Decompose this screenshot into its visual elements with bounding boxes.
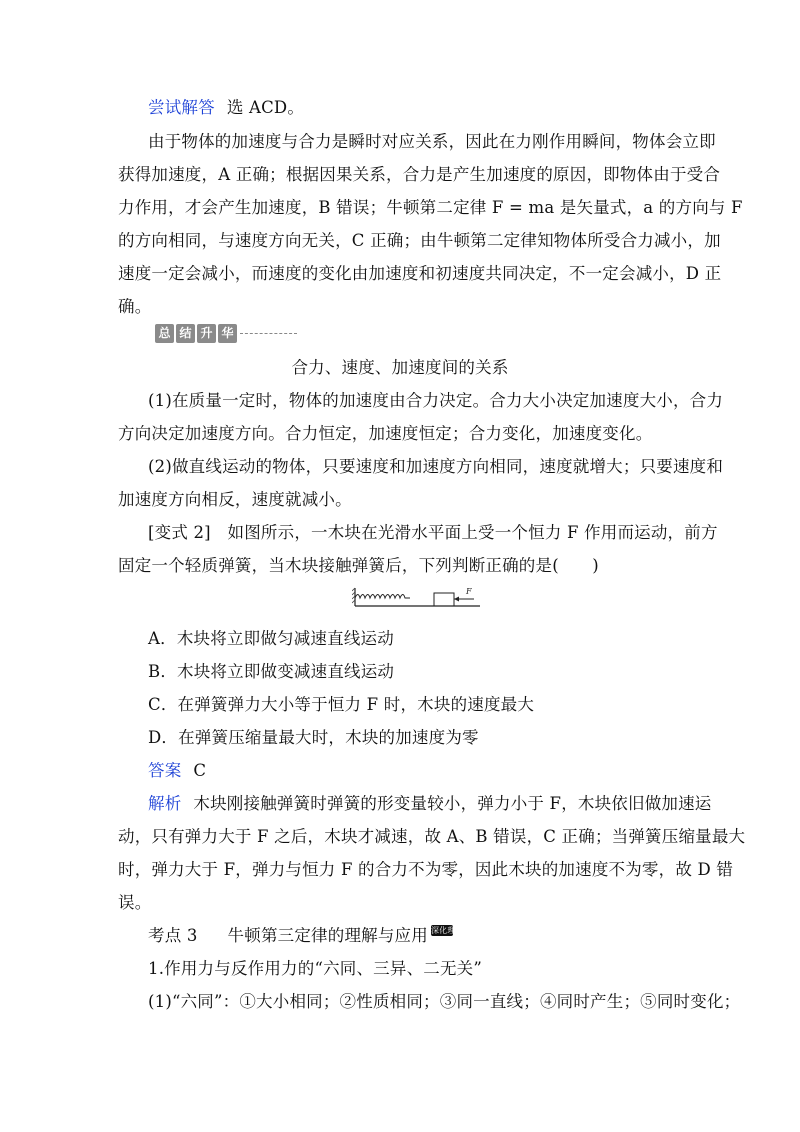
analysis-line bbox=[148, 793, 718, 815]
answer-line bbox=[148, 760, 718, 782]
summary-line: 加速度方向相反，速度就减小。 bbox=[118, 490, 352, 509]
spring-block-figure bbox=[352, 585, 480, 609]
summary-badge-char: 结 bbox=[176, 324, 195, 343]
try-answer-text: 选 ACD。 bbox=[226, 98, 305, 117]
answer-value: C bbox=[193, 761, 207, 780]
summary-line: (2)做直线运动的物体，只要速度和加速度方向相同，速度就增大；只要速度和 bbox=[148, 457, 724, 476]
summary-title: 合力、速度、加速度间的关系 bbox=[291, 358, 509, 377]
analysis-line: 误。 bbox=[118, 893, 152, 912]
option-d: D．在弹簧压缩量最大时，木块的加速度为零 bbox=[148, 728, 479, 747]
option-c: C．在弹簧弹力大小等于恒力 F 时，木块的速度最大 bbox=[148, 695, 535, 714]
analysis-line: 时，弹力大于 F，弹力与恒力 F 的合力不为零，因此木块的加速度不为零，故 D 错 bbox=[118, 860, 734, 879]
variant-line: 固定一个轻质弹簧，当木块接触弹簧后，下列判断正确的是( ) bbox=[118, 556, 599, 575]
answer-label: 答案 bbox=[148, 761, 182, 780]
option-b: B．木块将立即做变减速直线运动 bbox=[148, 662, 395, 681]
summary-divider bbox=[240, 333, 297, 334]
analysis-label: 解析 bbox=[148, 794, 182, 813]
explanation-line: 力作用，才会产生加速度，B 错误；牛顿第二定律 F = ma 是矢量式，a 的方向与 F bbox=[118, 198, 743, 217]
summary-badge-char: 华 bbox=[218, 324, 237, 343]
variant-line: [变式 2] 如图所示，一木块在光滑水平面上受一个恒力 F 作用而运动，前方 bbox=[148, 523, 718, 542]
topic-title: 牛顿第三定律的理解与应用 bbox=[227, 926, 428, 945]
summary-badge-char: 升 bbox=[197, 324, 216, 343]
try-answer-line bbox=[148, 97, 718, 119]
summary-line: 方向决定加速度方向。合力恒定，加速度恒定；合力变化，加速度变化。 bbox=[118, 424, 653, 443]
option-a: A．木块将立即做匀减速直线运动 bbox=[148, 629, 394, 648]
explanation-line: 获得加速度，A 正确；根据因果关系，合力是产生加速度的原因，即物体由于受合 bbox=[118, 165, 721, 184]
topic-heading bbox=[148, 925, 718, 947]
topic-number: 考点 3 bbox=[148, 926, 198, 945]
point-heading: 1.作用力与反作用力的“六同、三异、二无关” bbox=[148, 959, 483, 978]
topic-tag: 深化理解 bbox=[430, 926, 464, 935]
force-arrow-head bbox=[454, 597, 459, 602]
summary-line: (1)在质量一定时，物体的加速度由合力决定。合力大小决定加速度大小，合力 bbox=[148, 391, 724, 410]
wooden-block bbox=[434, 593, 454, 606]
spring bbox=[355, 595, 410, 599]
explanation-line: 由于物体的加速度与合力是瞬时对应关系，因此在力刚作用瞬间，物体会立即 bbox=[148, 132, 716, 151]
explanation-line: 速度一定会减小，而速度的变化由加速度和初速度共同决定，不一定会减小，D 正 bbox=[118, 264, 722, 283]
point-sub-line: (1)“六同”：①大小相同；②性质相同；③同一直线；④同时产生；⑤同时变化； bbox=[148, 992, 741, 1011]
explanation-line: 确。 bbox=[118, 297, 152, 316]
analysis-line: 动，只有弹力大于 F 之后，木块才减速，故 A、B 错误，C 正确；当弹簧压缩量最大 bbox=[118, 827, 746, 846]
analysis-text: 木块刚接触弹簧时弹簧的形变量较小，弹力小于 F，木块依旧做加速运 bbox=[193, 794, 712, 813]
explanation-line: 的方向相同，与速度方向无关，C 正确；由牛顿第二定律知物体所受合力减小，加 bbox=[118, 231, 721, 250]
force-label: F bbox=[466, 587, 472, 596]
summary-badge bbox=[155, 322, 237, 344]
summary-badge-char: 总 bbox=[155, 324, 174, 343]
try-answer-label: 尝试解答 bbox=[148, 98, 215, 117]
